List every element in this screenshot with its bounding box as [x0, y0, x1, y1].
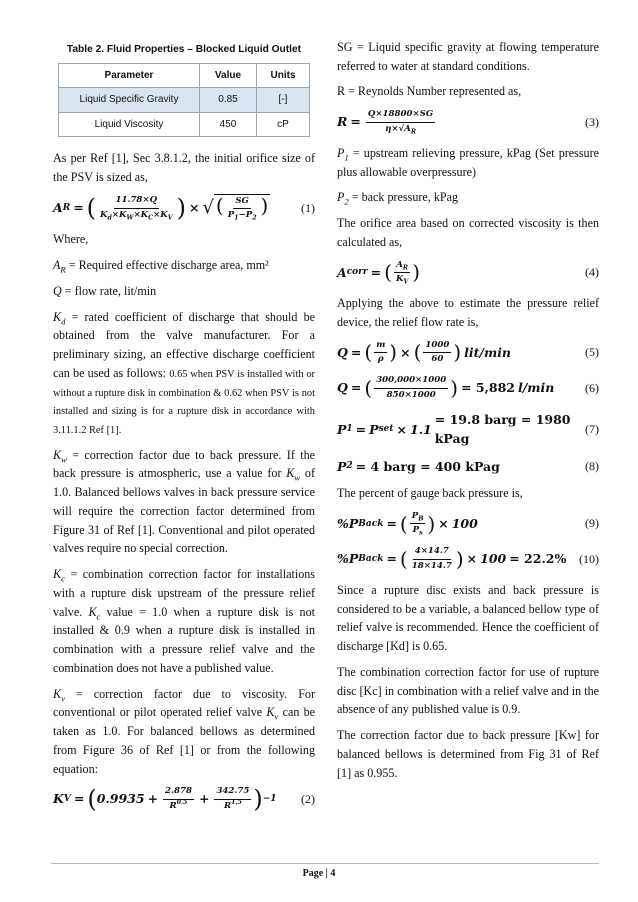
equation-4: [337, 259, 599, 287]
equation-4-number: (4): [585, 265, 599, 280]
table-cell: 450: [200, 112, 257, 137]
equation-6: [337, 374, 599, 402]
definition-p2: $P_2$ = back pressure, kPag: [337, 190, 459, 207]
paragraph-reynolds: R = Reynolds Number represented as,: [337, 84, 522, 99]
page-footer: [0, 868, 638, 879]
definition-sg: SG = Liquid specific gravity at flowing temperature referred to water at standard conditions.: [337, 40, 599, 73]
definition-q: Q = flow rate, lit/min: [53, 283, 157, 298]
table-cell: [-]: [257, 88, 310, 113]
paragraph-back-pressure-factor: The correction factor due to back pressure [Kw] for balanced bellows is determined from Fig 31 of Ref [1] as 0.955.: [337, 728, 599, 780]
equation-8-expression: P 2 = 4 barg = 400 kPag: [337, 458, 500, 474]
table-row: [59, 88, 310, 113]
equation-8: [337, 457, 599, 476]
definition-kw: $K_w$ = correction factor due to back pressure. If the back pressure is atmospheric, use a value for $K_w$ of 1.0. Balanced bellows valves in back pressure service will require the correction factor determined from Figure 31 of Ref [1]. Conventional and pilot operated valves require no special correction.: [53, 447, 315, 556]
equation-9-expression: %P Back = ( $\frac{P_B}{P_s}$ ) × 100: [337, 510, 478, 537]
equation-2-expression: K V = ( 0.9935 + $\frac{2.878}{R^{0.5}}$ + $\frac{342.75}{R^{1.5}}$ ) −1: [53, 785, 277, 814]
equation-1-expression: A R = ( $\frac{11.78\times Q}{K_d\times K_W\times K_C\times K_V}$ ) × √ ( $\frac{SG}{P_1-P_2}$ ): [53, 193, 269, 223]
definition-p1: $P_1$ = upstream relieving pressure, kPag (Set pressure plus allowable overpressure): [337, 145, 599, 179]
paragraph-where: Where,: [53, 232, 89, 247]
equation-10-expression: %P Back = ( $\frac{4\times 14.7}{18\times 14.7}$ ) × 100 = 22.2%: [337, 546, 567, 572]
paragraph-percent-back-pressure: The percent of gauge back pressure is,: [337, 485, 523, 500]
equation-5-number: (5): [585, 345, 599, 360]
equation-7-expression: P 1 = P set × 1.1 = 19.8 barg = 1980 kPag: [337, 411, 571, 447]
equation-4-expression: A corr = ( $\frac{A_R}{K_V}$ ): [337, 259, 421, 286]
fluid-properties-table: [58, 63, 310, 138]
table-caption: Table 2. Fluid Properties – Blocked Liquid Outlet: [66, 44, 302, 55]
definition-kv: $K_v$ = correction factor due to viscosity. For conventional or pilot operated relief valve $K_v$ can be taken as 1.0. For balanced bellows as determined from Figure 36 of Ref [1] or from the following equation:: [53, 686, 316, 776]
table-cell: Liquid Viscosity: [59, 112, 200, 137]
equation-7-number: (7): [585, 421, 599, 436]
left-column: [53, 38, 315, 821]
equation-10-number: (10): [579, 551, 599, 566]
equation-5: [337, 339, 599, 367]
paragraph-apply: Applying the above to estimate the pressure relief device, the relief flow rate is,: [337, 296, 599, 329]
paragraph-rupture-disc: Since a rupture disc exists and back pressure is considered to be a variable, a balanced bellow type of relief valve is recommended. Hence the coefficient of discharge [Kd] is 0.65.: [337, 582, 599, 654]
equation-2-number: (2): [301, 791, 315, 806]
table-header: Units: [257, 63, 310, 88]
paragraph-sizing-intro: As per Ref [1], Sec 3.8.1.2, the initial orifice size of the PSV is sized as,: [53, 151, 315, 185]
equation-5-expression: Q = ( $\frac{m}{\rho}$ ) × ( $\frac{1000}{60}$ ) lit/min: [337, 339, 512, 365]
equation-10: [337, 545, 599, 573]
definition-kc: $K_c$ = combination correction factor for installations with a rupture disk upstream of the pressure relief valve. $K_c$ value = 1.0 when a rupture disk is not installed & 0.9 when a rupture disk is installed in combination with a pressure relief valve and the combination does not have a published value.: [53, 567, 315, 675]
definition-kd: $K_d$ = rated coefficient of discharge that should be obtained from the valve manufacturer. For a preliminary sizing, an effective discharge coefficient can be used as follows: 0.65 when PSV is installed with or without a rupture disk in combination & 0.62 when PSV is not installed and sizing is for a rupture disk in accordance with 3.11.1.2 Ref [1].: [53, 309, 315, 437]
equation-9-number: (9): [585, 516, 599, 531]
page-number: Page | 4: [302, 868, 336, 879]
equation-3-expression: R = $\frac{Q\times 18800\times SG}{\eta\times√A_R}$: [337, 109, 434, 136]
equation-3: [337, 108, 599, 136]
equation-8-number: (8): [585, 458, 599, 473]
table-cell: cP: [257, 112, 310, 137]
table-header: Parameter: [59, 63, 200, 88]
equation-2: [53, 785, 315, 813]
equation-9: [337, 510, 599, 538]
table-cell: 0.85: [200, 88, 257, 113]
equation-7: [337, 410, 599, 449]
table-row: [59, 112, 310, 137]
equation-1: [53, 194, 315, 223]
right-column: [337, 38, 599, 789]
footer-divider: [51, 863, 599, 864]
table-cell: Liquid Specific Gravity: [59, 88, 200, 113]
table-header: Value: [200, 63, 257, 88]
paragraph-corrected-area: The orifice area based on corrected viscosity is then calculated as,: [337, 216, 599, 249]
paragraph-combination-factor: The combination correction factor for use of rupture disc [Kc] in combination with a relief valve and in the absence of any published value is 0.9.: [337, 664, 599, 717]
equation-3-number: (3): [585, 114, 599, 129]
equation-1-number: (1): [301, 200, 315, 215]
equation-6-expression: Q = ( $\frac{300,000\times 1000}{850\times 1000}$ ) = 5,882 l/min: [337, 375, 555, 401]
equation-6-number: (6): [585, 380, 599, 395]
definition-ar: $A_R$ = Required effective discharge area, mm²: [53, 258, 269, 275]
